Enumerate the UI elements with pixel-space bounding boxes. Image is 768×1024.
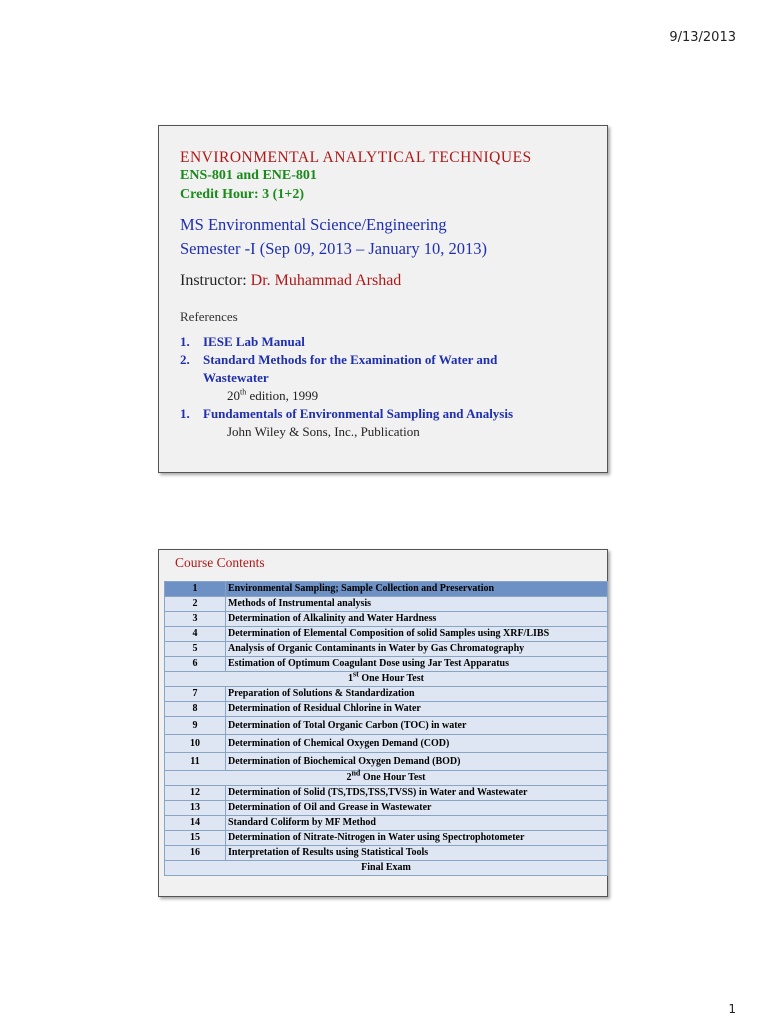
edition-number: 20 bbox=[227, 388, 240, 403]
test-cell bbox=[165, 768, 608, 786]
reference-item bbox=[180, 333, 587, 351]
table-row bbox=[165, 597, 608, 612]
row-topic: Analysis of Organic Contaminants in Water by Gas Chromatography bbox=[226, 642, 608, 657]
exam-row bbox=[165, 861, 608, 876]
title-slide bbox=[158, 125, 608, 473]
row-number: 11 bbox=[165, 753, 226, 771]
test-ordinal-suffix: st bbox=[353, 669, 359, 679]
page-number: 1 bbox=[728, 1002, 736, 1016]
reference-number: 2. bbox=[180, 352, 190, 367]
test-ordinal: 2 bbox=[346, 772, 352, 783]
course-codes: ENS-801 and ENE-801 bbox=[180, 168, 317, 183]
reference-text: Standard Methods for the Examination of Water and bbox=[203, 352, 498, 367]
row-number: 12 bbox=[165, 786, 226, 801]
table-row bbox=[165, 816, 608, 831]
test-row bbox=[165, 672, 608, 687]
test-cell bbox=[165, 669, 608, 687]
table-row bbox=[165, 753, 608, 771]
reference-number bbox=[180, 369, 203, 387]
reference-number: 1. bbox=[180, 334, 190, 349]
test-label: One Hour Test bbox=[362, 772, 426, 783]
row-topic: Determination of Alkalinity and Water Hardness bbox=[226, 612, 608, 627]
row-topic: Interpretation of Results using Statistical Tools bbox=[226, 846, 608, 861]
edition-suffix: th bbox=[240, 387, 247, 397]
row-number: 8 bbox=[165, 702, 226, 717]
row-topic: Estimation of Optimum Coagulant Dose using Jar Test Apparatus bbox=[226, 657, 608, 672]
course-title: ENVIRONMENTAL ANALYTICAL TECHNIQUES bbox=[180, 149, 532, 166]
reference-text: Wastewater bbox=[203, 370, 269, 385]
program-name: MS Environmental Science/Engineering bbox=[180, 215, 447, 234]
row-number: 2 bbox=[165, 597, 226, 612]
row-number: 4 bbox=[165, 627, 226, 642]
row-number: 7 bbox=[165, 687, 226, 702]
row-topic: Methods of Instrumental analysis bbox=[226, 597, 608, 612]
row-number: 5 bbox=[165, 642, 226, 657]
row-topic: Determination of Oil and Grease in Wastewater bbox=[226, 801, 608, 816]
table-row bbox=[165, 582, 608, 597]
references-list bbox=[180, 333, 587, 441]
row-topic: Determination of Elemental Composition of solid Samples using XRF/LIBS bbox=[226, 627, 608, 642]
row-number: 1 bbox=[165, 582, 226, 597]
table-row bbox=[165, 657, 608, 672]
row-topic: Preparation of Solutions & Standardization bbox=[226, 687, 608, 702]
table-row bbox=[165, 627, 608, 642]
row-topic: Determination of Total Organic Carbon (TOC) in water bbox=[226, 717, 608, 735]
test-ordinal: 1 bbox=[348, 673, 354, 684]
table-row bbox=[165, 717, 608, 735]
row-topic: Determination of Solid (TS,TDS,TSS,TVSS) in Water and Wastewater bbox=[226, 786, 608, 801]
reference-publisher: John Wiley & Sons, Inc., Publication bbox=[227, 424, 420, 439]
table-row bbox=[165, 735, 608, 753]
page-date: 9/13/2013 bbox=[669, 30, 736, 45]
row-topic: Determination of Nitrate-Nitrogen in Water using Spectrophotometer bbox=[226, 831, 608, 846]
instructor-line bbox=[180, 271, 587, 291]
row-number: 16 bbox=[165, 846, 226, 861]
edition-text: edition, 1999 bbox=[246, 388, 319, 403]
row-topic: Determination of Biochemical Oxygen Demand (BOD) bbox=[226, 753, 608, 771]
row-topic: Determination of Chemical Oxygen Demand (COD) bbox=[226, 735, 608, 753]
row-number: 6 bbox=[165, 657, 226, 672]
test-ordinal-suffix: nd bbox=[351, 768, 361, 778]
test-label: One Hour Test bbox=[361, 673, 424, 684]
course-contents-table bbox=[164, 581, 608, 876]
reference-item bbox=[180, 369, 587, 387]
reference-edition bbox=[180, 387, 587, 405]
table-row bbox=[165, 801, 608, 816]
test-row bbox=[165, 771, 608, 786]
reference-item bbox=[180, 351, 587, 369]
reference-text: Fundamentals of Environmental Sampling and Analysis bbox=[203, 406, 514, 421]
reference-item bbox=[180, 405, 587, 423]
course-contents-title: Course Contents bbox=[175, 555, 265, 570]
reference-text: IESE Lab Manual bbox=[203, 334, 305, 349]
row-number: 10 bbox=[165, 735, 226, 753]
table-row bbox=[165, 642, 608, 657]
row-number: 13 bbox=[165, 801, 226, 816]
reference-number: 1. bbox=[180, 406, 190, 421]
row-number: 15 bbox=[165, 831, 226, 846]
table-row bbox=[165, 702, 608, 717]
references-label: References bbox=[180, 309, 238, 324]
row-number: 14 bbox=[165, 816, 226, 831]
exam-label: Final Exam bbox=[165, 861, 608, 876]
table-row bbox=[165, 687, 608, 702]
row-topic: Environmental Sampling; Sample Collection and Preservation bbox=[226, 582, 608, 597]
row-topic: Standard Coliform by MF Method bbox=[226, 816, 608, 831]
course-contents-slide bbox=[158, 549, 608, 897]
credit-hour: Credit Hour: 3 (1+2) bbox=[180, 187, 304, 202]
table-row bbox=[165, 786, 608, 801]
row-topic: Determination of Residual Chlorine in Water bbox=[226, 702, 608, 717]
table-row bbox=[165, 846, 608, 861]
table-row bbox=[165, 612, 608, 627]
row-number: 3 bbox=[165, 612, 226, 627]
row-number: 9 bbox=[165, 717, 226, 735]
instructor-name: Dr. Muhammad Arshad bbox=[250, 272, 402, 289]
semester-dates: Semester -I (Sep 09, 2013 – January 10, 2013) bbox=[180, 239, 488, 258]
table-row bbox=[165, 831, 608, 846]
instructor-label: Instructor: bbox=[180, 272, 247, 289]
